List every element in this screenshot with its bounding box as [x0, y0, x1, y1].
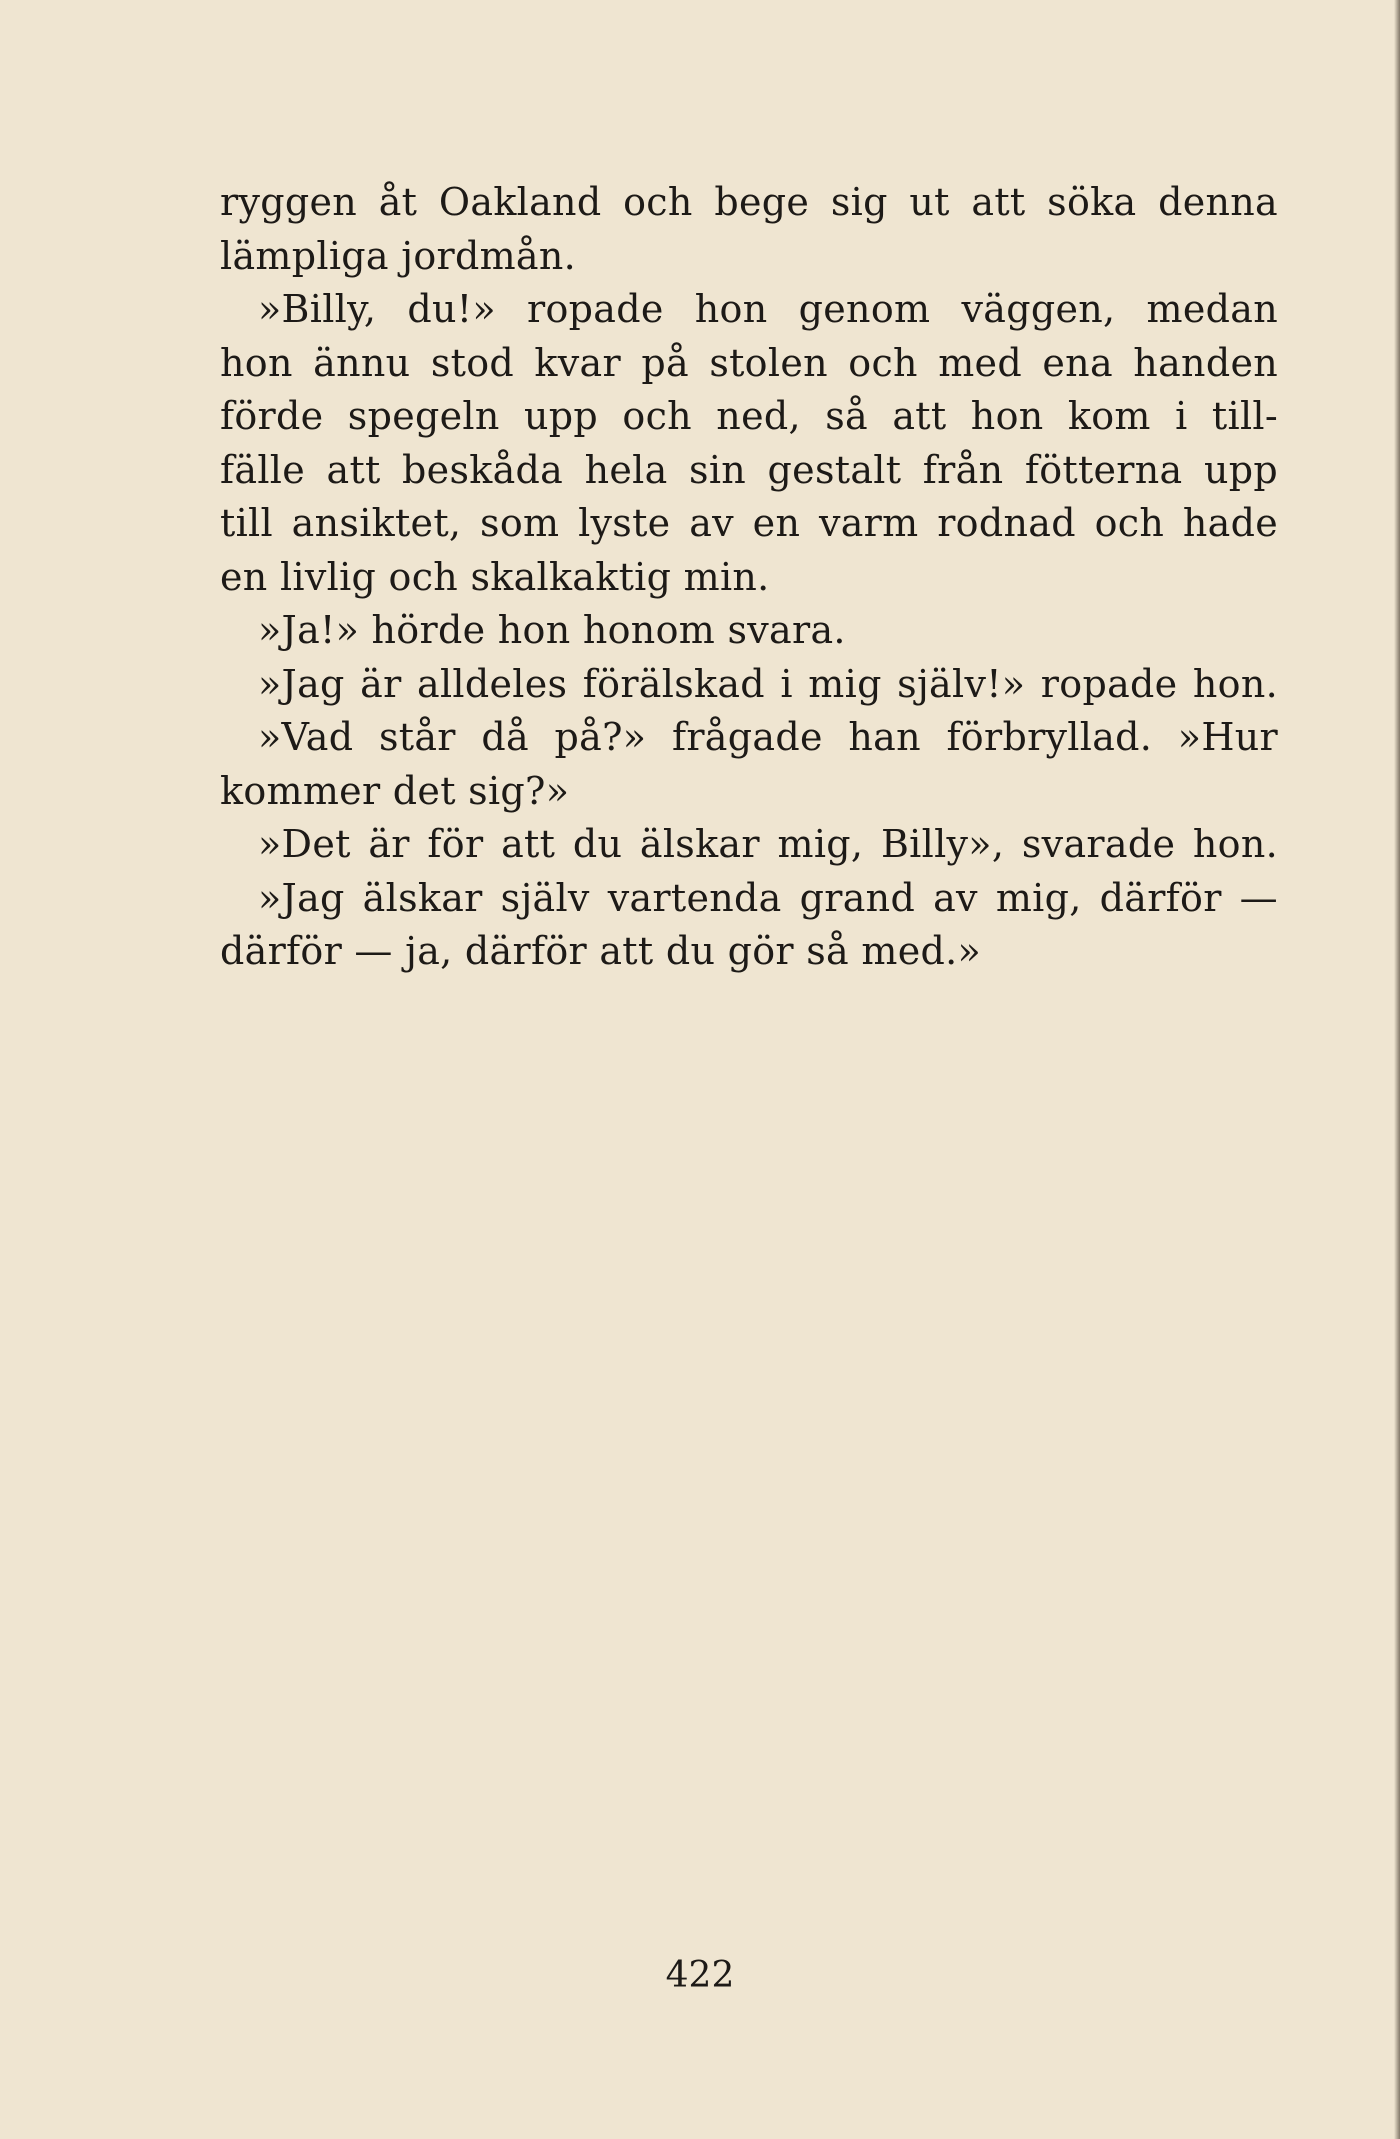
text-line: en livlig och skalkaktig min.	[220, 554, 770, 599]
text-line: »Ja!» hörde hon honom svara.	[258, 608, 846, 652]
text-line: »Det är för att du älskar mig, Billy», svarade hon.	[258, 822, 1278, 866]
text-line: »Vad står då på?» frågade han förbryllad. »Hur	[258, 715, 1278, 759]
body-text	[220, 176, 1278, 979]
text-line: därför — ja, därför att du gör så med.»	[220, 929, 982, 973]
text-line: lämpliga jordmån.	[220, 233, 577, 278]
text-line: »Billy, du!» ropade hon genom väggen, medan	[258, 287, 1278, 331]
text-line: förde spegeln upp och ned, så att hon kom i till-	[220, 394, 1278, 438]
text-line: kommer det sig?»	[220, 768, 570, 813]
page-number: 422	[665, 1955, 735, 1996]
text-line: »Jag älskar själv vartenda grand av mig, därför —	[258, 875, 1278, 920]
text-line: fälle att beskåda hela sin gestalt från fötterna upp	[220, 447, 1278, 492]
text-line: ryggen åt Oakland och bege sig ut att söka denna	[220, 180, 1278, 224]
text-line: »Jag är alldeles förälskad i mig själv!» ropade hon.	[258, 661, 1278, 706]
text-line: till ansiktet, som lyste av en varm rodnad och hade	[220, 501, 1278, 545]
text-line: hon ännu stod kvar på stolen och med ena handen	[220, 340, 1278, 385]
